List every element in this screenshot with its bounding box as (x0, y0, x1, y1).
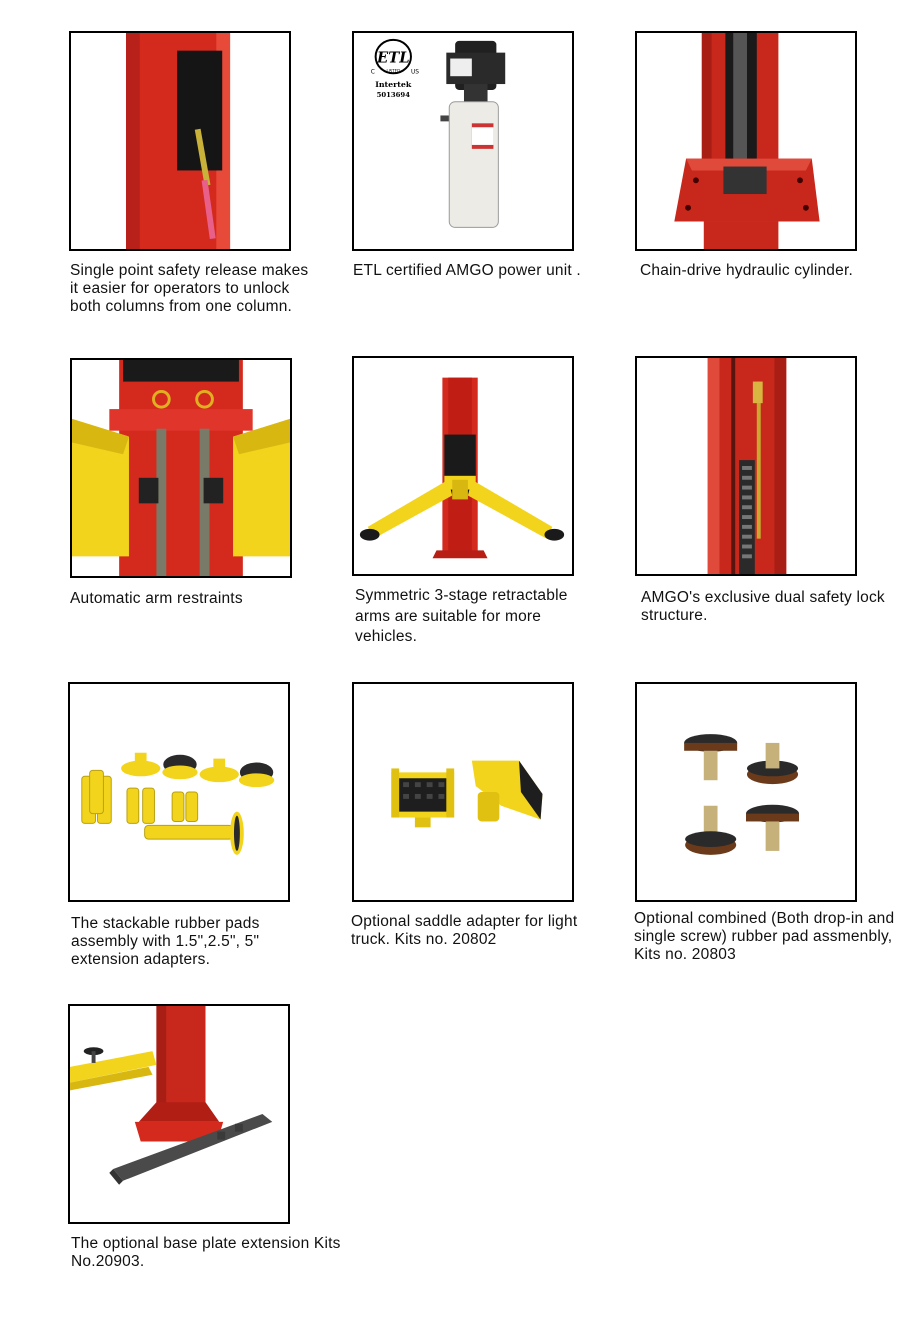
feature-caption: Optional saddle adapter for light truck. Kits no. 20802 (351, 913, 578, 948)
hydraulic-cylinder-photo (635, 31, 857, 251)
feature-caption: Automatic arm restraints (70, 590, 243, 607)
feature-caption: Symmetric 3-stage retractable arms are suitable for more vehicles. (355, 587, 568, 645)
feature-caption: Optional combined (Both drop-in and single screw) rubber pad assmenbly, Kits no. 20803 (634, 910, 895, 963)
saddle-adapter-photo (352, 682, 574, 902)
etl-logo-maker: Intertek (375, 80, 412, 89)
etl-logo-number: 5013694 (376, 90, 411, 99)
etl-logo-listed: LISTED (386, 68, 401, 74)
etl-logo-mark: ETL (377, 49, 410, 67)
arm-restraints-photo (70, 358, 292, 578)
feature-caption: The stackable rubber pads assembly with 1.5",2.5", 5" extension adapters. (71, 915, 260, 968)
safety-release-photo (69, 31, 291, 251)
feature-caption: The optional base plate extension Kits No.20903. (71, 1235, 341, 1270)
base-plate-photo (68, 1004, 290, 1224)
feature-caption: Chain-drive hydraulic cylinder. (640, 262, 853, 279)
rubber-pads-photo (68, 682, 290, 902)
etl-logo-us: US (410, 69, 419, 76)
safety-lock-photo (635, 356, 857, 576)
feature-caption: ETL certified AMGO power unit . (353, 262, 581, 279)
etl-logo-c: C (370, 69, 375, 76)
combined-pads-photo (635, 682, 857, 902)
etl-logo (371, 40, 420, 99)
feature-caption: AMGO's exclusive dual safety lock structure. (641, 589, 885, 624)
power-unit-photo (352, 31, 574, 251)
feature-caption: Single point safety release makes it easier for operators to unlock both columns from one column. (70, 262, 309, 315)
retractable-arms-photo (352, 356, 574, 576)
